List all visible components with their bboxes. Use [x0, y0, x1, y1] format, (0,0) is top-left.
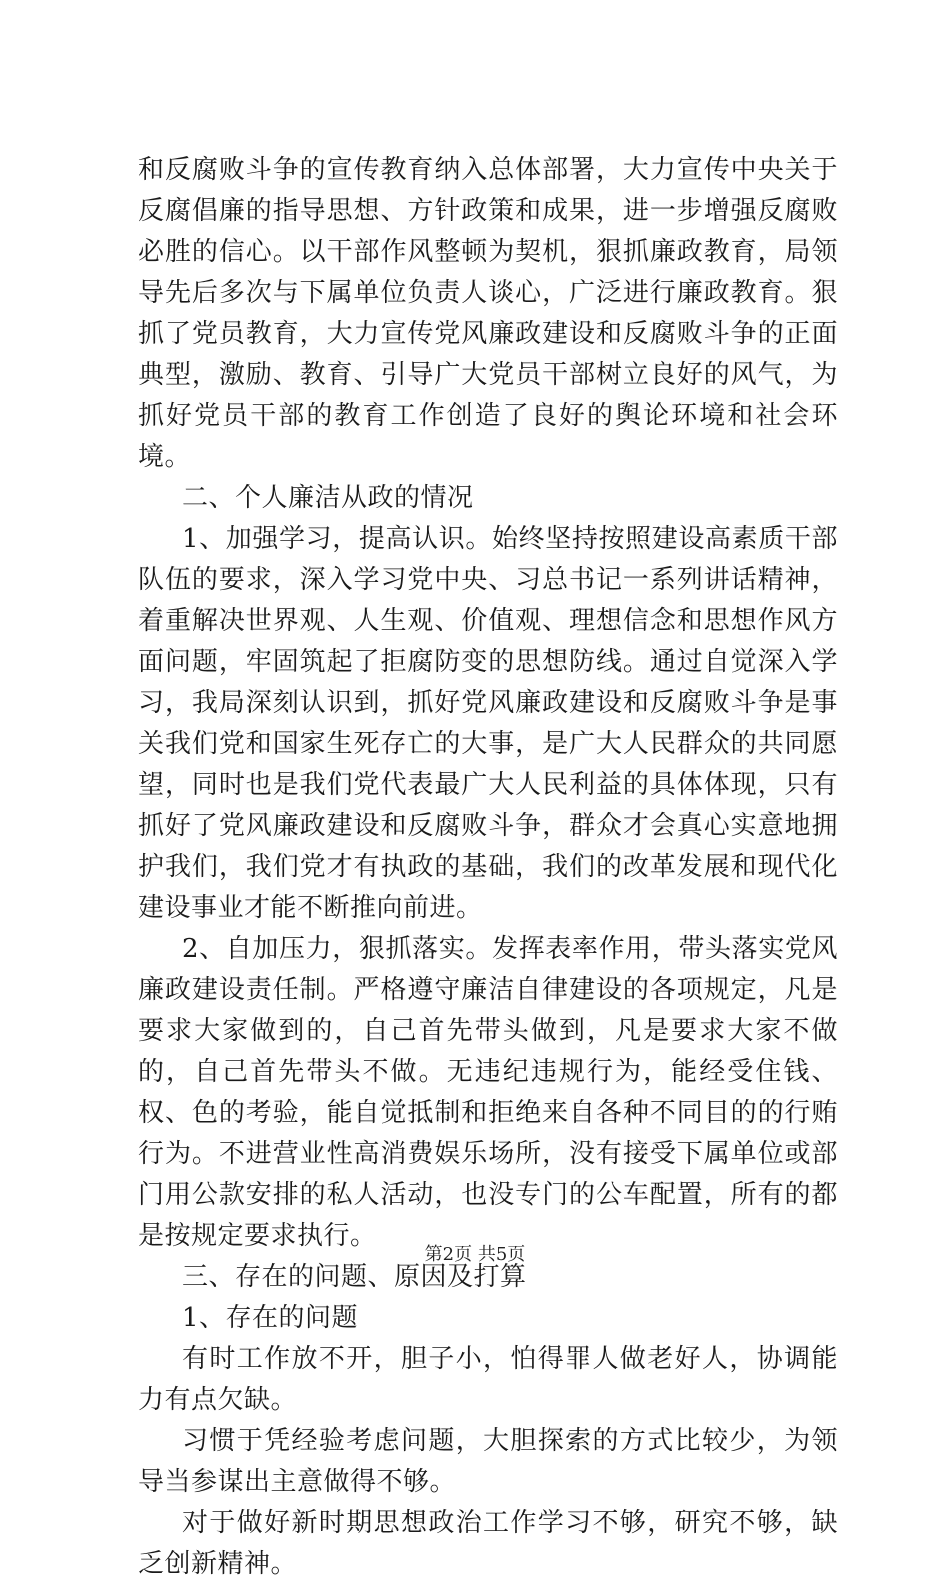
paragraph-problem-2: 习惯于凭经验考虑问题，大胆探索的方式比较少，为领导当参谋出主意做得不够。: [138, 1426, 838, 1497]
paragraph-intro: 和反腐败斗争的宣传教育纳入总体部署，大力宣传中央关于反腐倡廉的指导思想、方针政策和成果，进一步增强反腐败必胜的信心。以干部作风整顿为契机，狠抓廉政教育，局领导先后多次与下属单位负责人谈心，广泛进行廉政教育。狠抓了党员教育，大力宣传党风廉政建设和反腐败斗争的正面典型，激励、教育、引导广大党员干部树立良好的风气，为抓好党员干部的教育工作创造了良好的舆论环境和社会环境。: [138, 155, 838, 472]
paragraph-study: 1、加强学习，提高认识。始终坚持按照建设高素质干部队伍的要求，深入学习党中央、习总书记一系列讲话精神，着重解决世界观、人生观、价值观、理想信念和思想作风方面问题，牢固筑起了拒腐防变的思想防线。通过自觉深入学习，我局深刻认识到，抓好党风廉政建设和反腐败斗争是事关我们党和国家生死存亡的大事，是广大人民群众的共同愿望，同时也是我们党代表最广大人民利益的具体体现，只有抓好了党风廉政建设和反腐败斗争，群众才会真心实意地拥护我们，我们党才有执政的基础，我们的改革发展和现代化建设事业才能不断推向前进。: [138, 524, 838, 923]
paragraph-problem-3: 对于做好新时期思想政治工作学习不够，研究不够，缺乏创新精神。: [138, 1508, 838, 1579]
section-heading-2: 二、个人廉洁从政的情况: [182, 483, 474, 513]
page-footer: 第2页 共5页: [424, 1244, 526, 1265]
paragraph-problem-1: 有时工作放不开，胆子小，怕得罪人做老好人，协调能力有点欠缺。: [138, 1344, 838, 1415]
section-heading-3: 三、存在的问题、原因及打算: [182, 1262, 527, 1292]
subsection-heading-problems: 1、存在的问题: [182, 1303, 359, 1333]
document-body: [138, 150, 838, 1585]
paragraph-pressure: 2、自加压力，狠抓落实。发挥表率作用，带头落实党风廉政建设责任制。严格遵守廉洁自律建设的各项规定，凡是要求大家做到的，自己首先带头做到，凡是要求大家不做的，自己首先带头不做。无违纪违规行为，能经受住钱、权、色的考验，能自觉抵制和拒绝来自各种不同目的的行贿行为。不进营业性高消费娱乐场所，没有接受下属单位或部门用公款安排的私人活动，也没专门的公车配置，所有的都是按规定要求执行。: [138, 934, 838, 1251]
